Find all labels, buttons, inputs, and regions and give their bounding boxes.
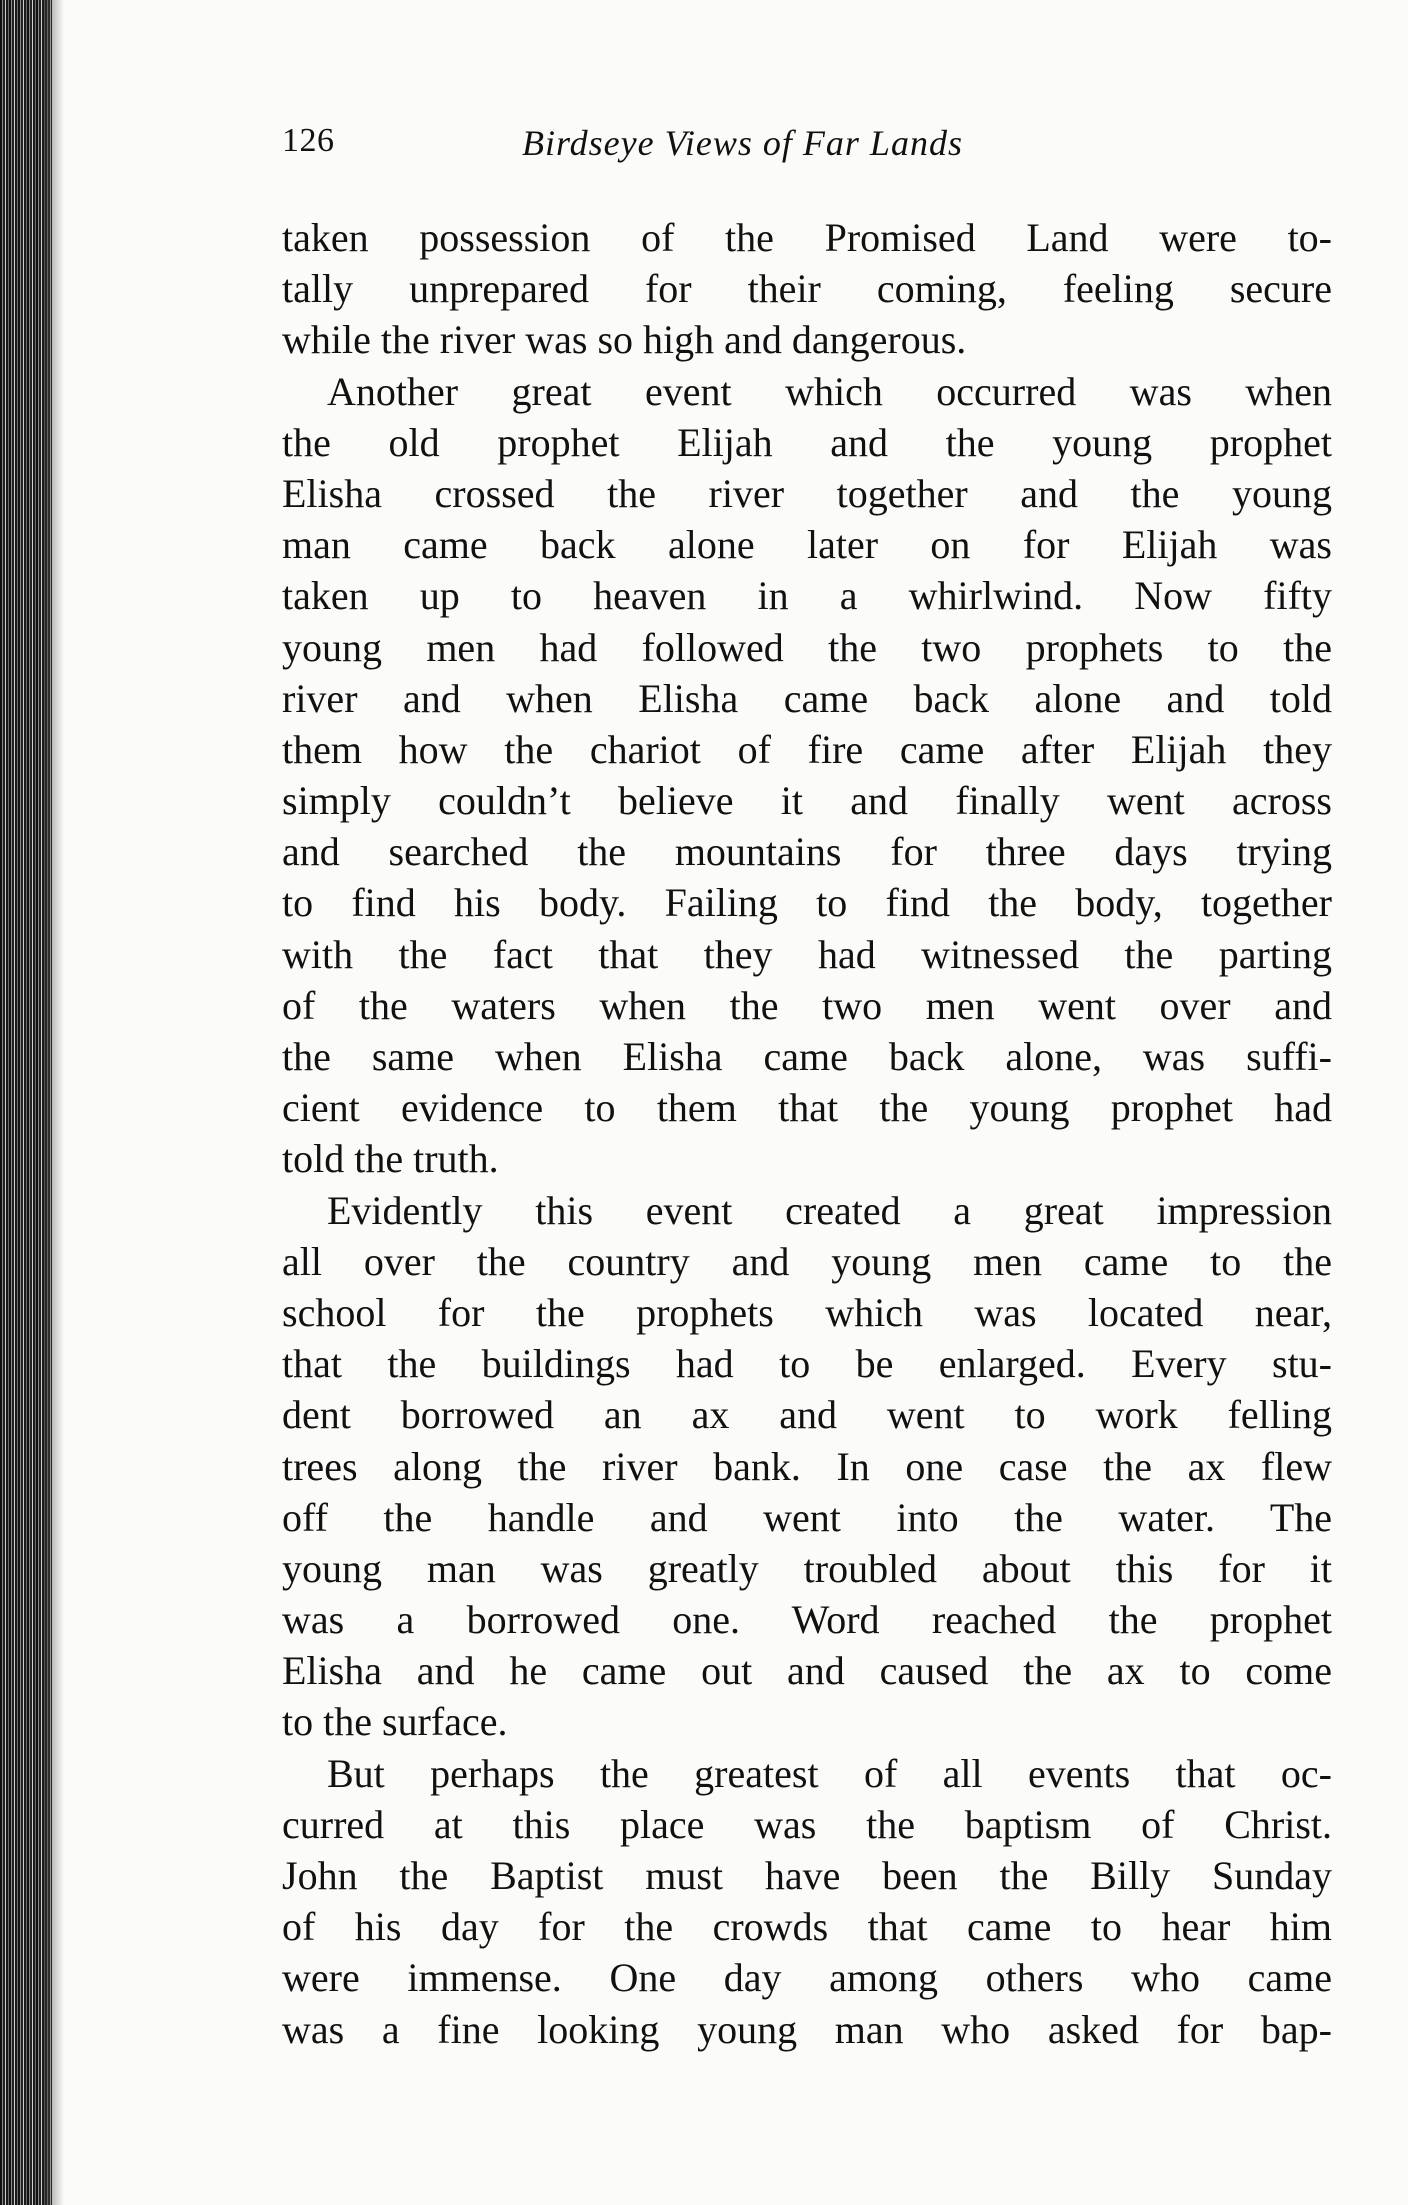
- text-line: man came back alone later on for Elijah was: [282, 522, 1332, 568]
- text-line: them how the chariot of fire came after Elijah they: [282, 726, 1332, 772]
- text-line: Elisha crossed the river together and the young: [282, 470, 1332, 516]
- running-title: Birdseye Views of Far Lands: [522, 123, 963, 163]
- text-line: all over the country and young men came to the: [282, 1238, 1332, 1284]
- text-line: simply couldn’t believe it and finally went across: [282, 778, 1332, 824]
- running-head: [282, 122, 1332, 172]
- text-line: of his day for the crowds that came to hear him: [282, 1904, 1332, 1950]
- text-line: school for the prophets which was located near,: [282, 1289, 1332, 1335]
- text-line: off the handle and went into the water. The: [282, 1494, 1332, 1540]
- text-line: taken possession of the Promised Land were to-: [282, 215, 1332, 260]
- text-line: Another great event which occurred was when: [327, 368, 1332, 414]
- text-line: river and when Elisha came back alone and told: [282, 675, 1332, 721]
- text-line: young man was greatly troubled about this for it: [282, 1545, 1332, 1591]
- text-line: trees along the river bank. In one case the ax flew: [282, 1443, 1332, 1489]
- text-line: were immense. One day among others who came: [282, 1955, 1332, 2001]
- page-number: 126: [282, 122, 335, 159]
- text-line: Elisha and he came out and caused the ax to come: [282, 1648, 1332, 1694]
- text-line: But perhaps the greatest of all events that oc-: [327, 1750, 1332, 1796]
- text-line: to the surface.: [282, 1699, 508, 1745]
- text-line: was a borrowed one. Word reached the prophet: [282, 1597, 1332, 1643]
- text-line: was a fine looking young man who asked for bap-: [282, 2006, 1332, 2052]
- text-line: Evidently this event created a great impression: [327, 1187, 1332, 1233]
- text-line: of the waters when the two men went over and: [282, 982, 1332, 1028]
- text-line: John the Baptist must have been the Billy Sunday: [282, 1853, 1332, 1898]
- text-line: young men had followed the two prophets to the: [282, 624, 1332, 670]
- text-line: with the fact that they had witnessed the parting: [282, 931, 1332, 977]
- body-text: [282, 212, 1332, 2055]
- text-line: tally unprepared for their coming, feeling secure: [282, 266, 1332, 312]
- text-line: curred at this place was the baptism of Christ.: [282, 1801, 1332, 1847]
- text-line: dent borrowed an ax and went to work felling: [282, 1392, 1332, 1438]
- binding-shadow: [44, 0, 64, 2205]
- text-line: and searched the mountains for three days trying: [282, 829, 1332, 875]
- text-line: the old prophet Elijah and the young prophet: [282, 419, 1332, 465]
- text-line: to find his body. Failing to find the body, together: [282, 880, 1332, 926]
- text-line: while the river was so high and dangerous.: [282, 317, 967, 363]
- text-line: told the truth.: [282, 1136, 499, 1182]
- text-line: taken up to heaven in a whirlwind. Now fifty: [282, 573, 1332, 619]
- text-line: cient evidence to them that the young prophet had: [282, 1085, 1332, 1131]
- text-line: the same when Elisha came back alone, was suffi-: [282, 1034, 1332, 1079]
- text-line: that the buildings had to be enlarged. Every stu-: [282, 1341, 1332, 1387]
